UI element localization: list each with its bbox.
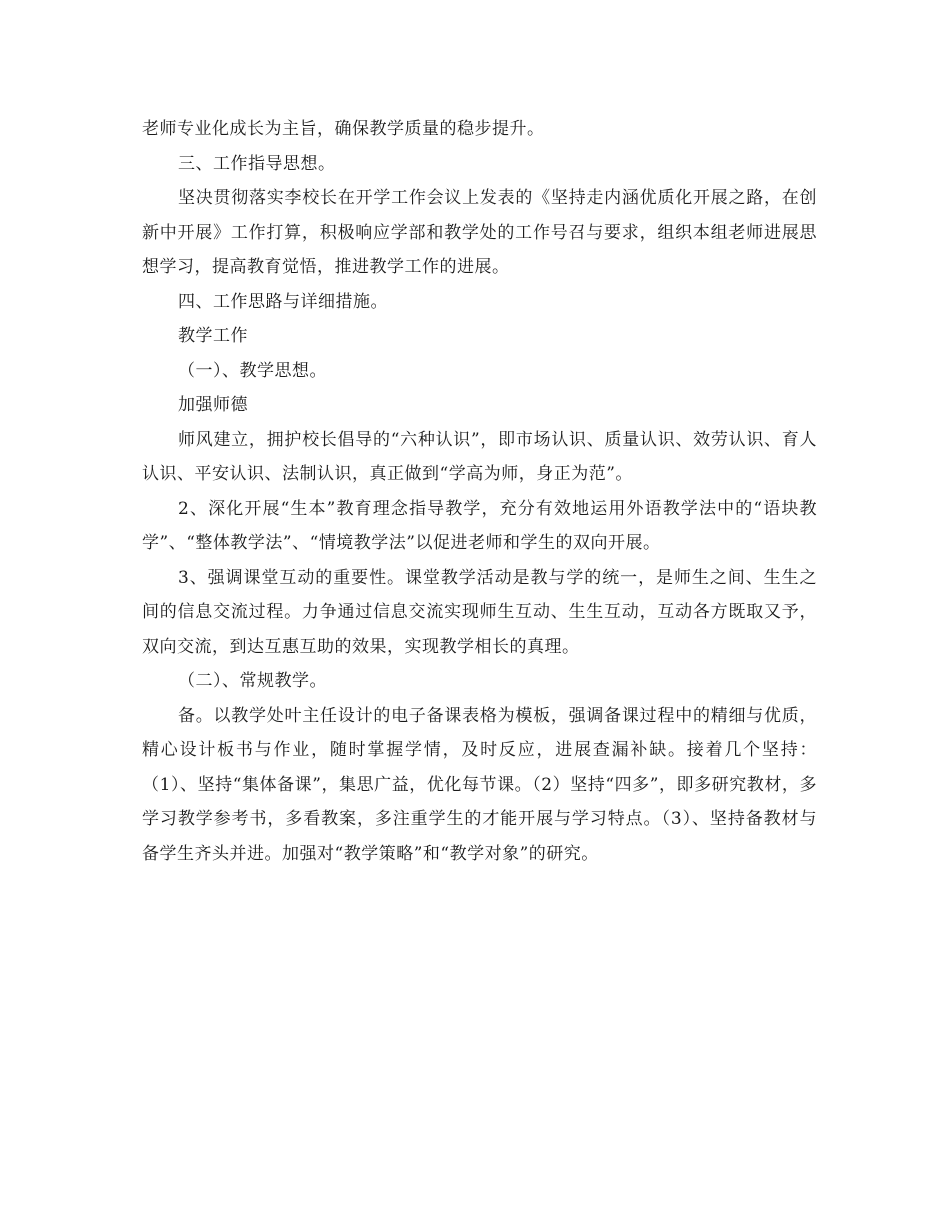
paragraph-item-3: 3、强调课堂互动的重要性。课堂教学活动是教与学的统一，是师生之间、生生之间的信息交流过程。力争通过信息交流实现师生互动、生生互动，互动各方既取又予，双向交流，到达互惠互助的效果，实现教学相长的真理。 [142,567,817,657]
paragraph-item-2: 2、深化开展“生本”教育理念指导教学，充分有效地运用外语教学法中的“语块教学”、“整体教学法”、“情境教学法”以促进老师和学生的双向开展。 [142,498,817,553]
heading-teacher-ethics: 加强师德 [178,395,248,415]
heading-guiding-ideology: 三、工作指导思想。 [178,153,336,174]
heading-routine-teaching: （二）、常规教学。 [178,671,327,691]
document-body [142,112,817,871]
heading-teaching-work: 教学工作 [178,326,248,346]
heading-work-ideas: 四、工作思路与详细措施。 [178,291,388,312]
paragraph-lesson-prep: 备。以教学处叶主任设计的电子备课表格为模板，强调备课过程中的精细与优质，精心设计板书与作业，随时掌握学情，及时反应，进展查漏补缺。接着几个坚持：（1）、坚持“集体备课”，集思广益，优化每节课。（2）坚持“四多”，即多研究教材，多学习教学参考书，多看教案，多注重学生的才能开展与学习特点。（3）、坚持备教材与备学生齐头并进。加强对“教学策略”和“教学对象”的研究。 [142,705,817,864]
paragraph-guiding-ideology: 坚决贯彻落实李校长在开学工作会议上发表的《坚持走内涵优质化开展之路，在创新中开展》工作打算，积极响应学部和教学处的工作号召与要求，组织本组老师进展思想学习，提高教育觉悟，推进教学工作的进展。 [142,188,817,277]
paragraph-teacher-ethics: 师风建立，拥护校长倡导的“六种认识”，即市场认识、质量认识、效劳认识、育人认识、平安认识、法制认识，真正做到“学高为师，身正为范”。 [142,429,817,484]
heading-teaching-thought: （一）、教学思想。 [178,360,327,381]
paragraph-continuation: 老师专业化成长为主旨，确保教学质量的稳步提升。 [142,119,545,139]
